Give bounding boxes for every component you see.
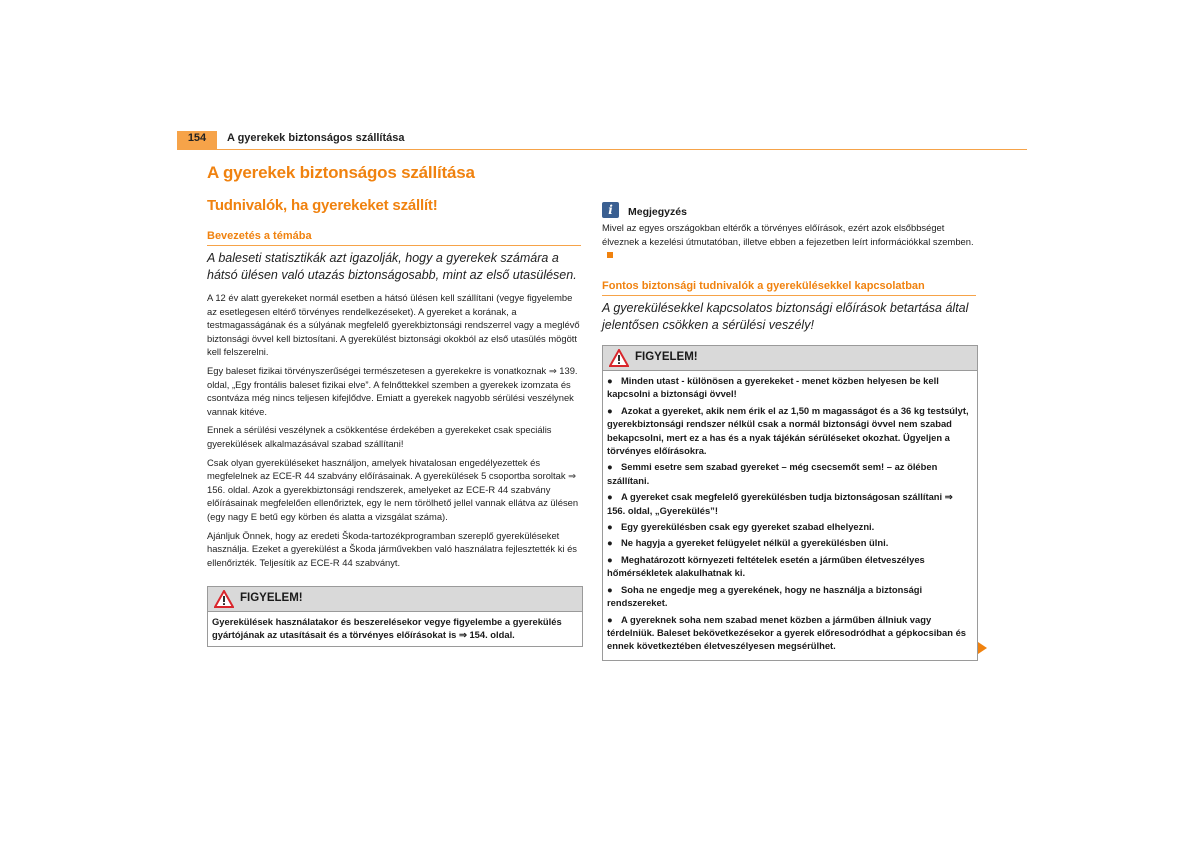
warning-box [602,345,978,661]
warning-title: FIGYELEM! [240,592,303,604]
bullet-icon: ● [607,537,613,549]
continue-arrow-icon [978,642,987,654]
header-rule [177,149,1027,150]
list-item: ● Meghatározott környezeti feltételek esetén a járműben életveszélyes hőmérsékletek alakulhatnak ki. [607,553,925,579]
bullet-icon: ● [607,375,613,386]
note-text: Mivel az egyes országokban eltérők a törvényes előírások, ezért azok elsőbbséget élveznek a kezelési útmutatóban, illetve ebben a fejezetben leírt információkkal szemben. [602,222,974,247]
warning-text: Gyerekülések használatakor és beszerelésekor vegye figyelembe a gyerekülés gyártójának az utasításait és a törvényes előírásokat is ⇒ 154. oldal. [212,616,562,641]
list-item: ● A gyereknek soha nem szabad menet közben a járműben állniuk vagy térdelniük. Baleset bekövetkezésekor a gyerek előresodródhat a gépkocsiban és ennek következtében életveszélyesen megsérülhet. [607,613,967,652]
bullet-icon: ● [607,404,613,416]
list-item: ● Azokat a gyereket, akik nem érik el az 1,50 m magasságot és a 36 kg testsúlyt, gyerekbiztonsági rendszer nélkül csak a normál biztonsági övvel nem szabad bekapcsolni, mert ez a has és a nyak tájékán sérüléseket okozhat. Ügyeljen a törvényes előírásokra. [607,404,969,457]
safety-lead: A gyerekülésekkel kapcsolatos biztonsági előírások betartása által jelentősen csökken a sérülési veszély! [602,301,969,332]
chapter-title: A gyerekek biztonságos szállítása [207,163,475,182]
bullet-icon: ● [607,553,613,565]
paragraph: Ajánljuk Önnek, hogy az eredeti Škoda-tartozékprogramban szereplő gyereküléseket használja. Ezeket a gyerekülést a Škoda járművekben való használatra fejlesztették ki és ellenőrizték. Teljesítik az ECE-R 44 szabványt. [207,529,577,568]
subsection-rule [207,245,581,246]
intro-lead: A baleseti statisztikák azt igazolják, hogy a gyerekek számára a hátsó ülésen való utazás biztonságosabb, mint az első utasülésen. [207,251,577,282]
intro-body [207,291,581,574]
note-title: Megjegyzés [628,206,687,218]
list-item: ● Minden utast - különösen a gyerekeket - menet közben helyesen be kell kapcsolni a biztonsági övvel! [607,375,939,400]
warning-box [207,586,583,647]
warning-title: FIGYELEM! [635,351,698,363]
list-item: ● A gyereket csak megfelelő gyerekülésben tudja biztonságosan szállítani ⇒ 156. oldal, „Gyerekülés”! [607,491,953,516]
list-item: ● Egy gyerekülésben csak egy gyereket szabad elhelyezni. [607,521,875,533]
list-item: ● Ne hagyja a gyereket felügyelet nélkül a gyerekülésben ülni. [607,537,889,549]
warning-list [603,371,977,660]
warning-header [603,346,977,371]
list-item: ● Soha ne engedje meg a gyerekének, hogy ne használja a biztonsági rendszereket. [607,583,923,609]
subsection-title: Bevezetés a témába [207,230,312,242]
paragraph: A 12 év alatt gyerekeket normál esetben a hátsó ülésen kell szállítani (vegye figyelembe az esetlegesen eltérő törvényes rendelkezéseket). A gyereket a korának, a testmagasságának és a súlyának megfelelő gyerekbiztonsági rendszerrel vagy a meglévő biztonsági övvel kell biztosítani. A gyerekülést biztonsági okokból az első utasülés mögött kell felszerelni. [207,292,580,358]
paragraph: Egy baleset fizikai törvényszerűségei természetesen a gyerekekre is vonatkoznak ⇒ 139. oldal, „Egy frontális baleset fizikai elve”. A felnőttekkel szemben a gyerekek izomzata és csontváza még nincs teljesen kifejlődve. Emiatt a gyerekek nagyobb sérülési veszélynek vannak kitéve. [207,364,578,417]
bullet-icon: ● [607,521,613,533]
paragraph: Csak olyan gyereküléseket használjon, amelyek hivatalosan engedélyezettek és megfelelnek az ECE-R 44 szabvány előírásainak. A gyerekülések 5 csoportba soroltak ⇒ 156. oldal. Azok a gyerekbiztonsági rendszerek, amelyeket az ECE-R 44 szabvány előírásainak megfelelően ellenőriztek, egy le nem törölhető jellel vannak ellátva az ülésen (egy nagy E betű egy körben és alatta a vizsgálat száma). [207,456,579,522]
end-of-section-marker [607,252,613,258]
section-title: Tudnivalók, ha gyerekeket szállít! [207,197,438,214]
list-item: ● Semmi esetre sem szabad gyereket – még csecsemőt sem! – az ölében szállítani. [607,461,938,486]
bullet-icon: ● [607,461,613,473]
warning-header [208,587,582,612]
info-icon: i [602,202,619,218]
warning-triangle-icon [609,349,629,367]
bullet-icon: ● [607,583,613,595]
subsection-rule [602,295,976,296]
subsection-title: Fontos biztonsági tudnivalók a gyerekülésekkel kapcsolatban [602,280,925,292]
page-number: 154 [187,132,207,144]
bullet-icon: ● [607,491,613,503]
warning-triangle-icon [214,590,234,608]
paragraph: Ennek a sérülési veszélynek a csökkentése érdekében a gyerekeket csak speciális gyerekülések alkalmazásával szabad szállítani! [207,424,552,449]
running-title: A gyerekek biztonságos szállítása [227,132,405,144]
bullet-icon: ● [607,613,613,625]
note-body [602,221,974,262]
